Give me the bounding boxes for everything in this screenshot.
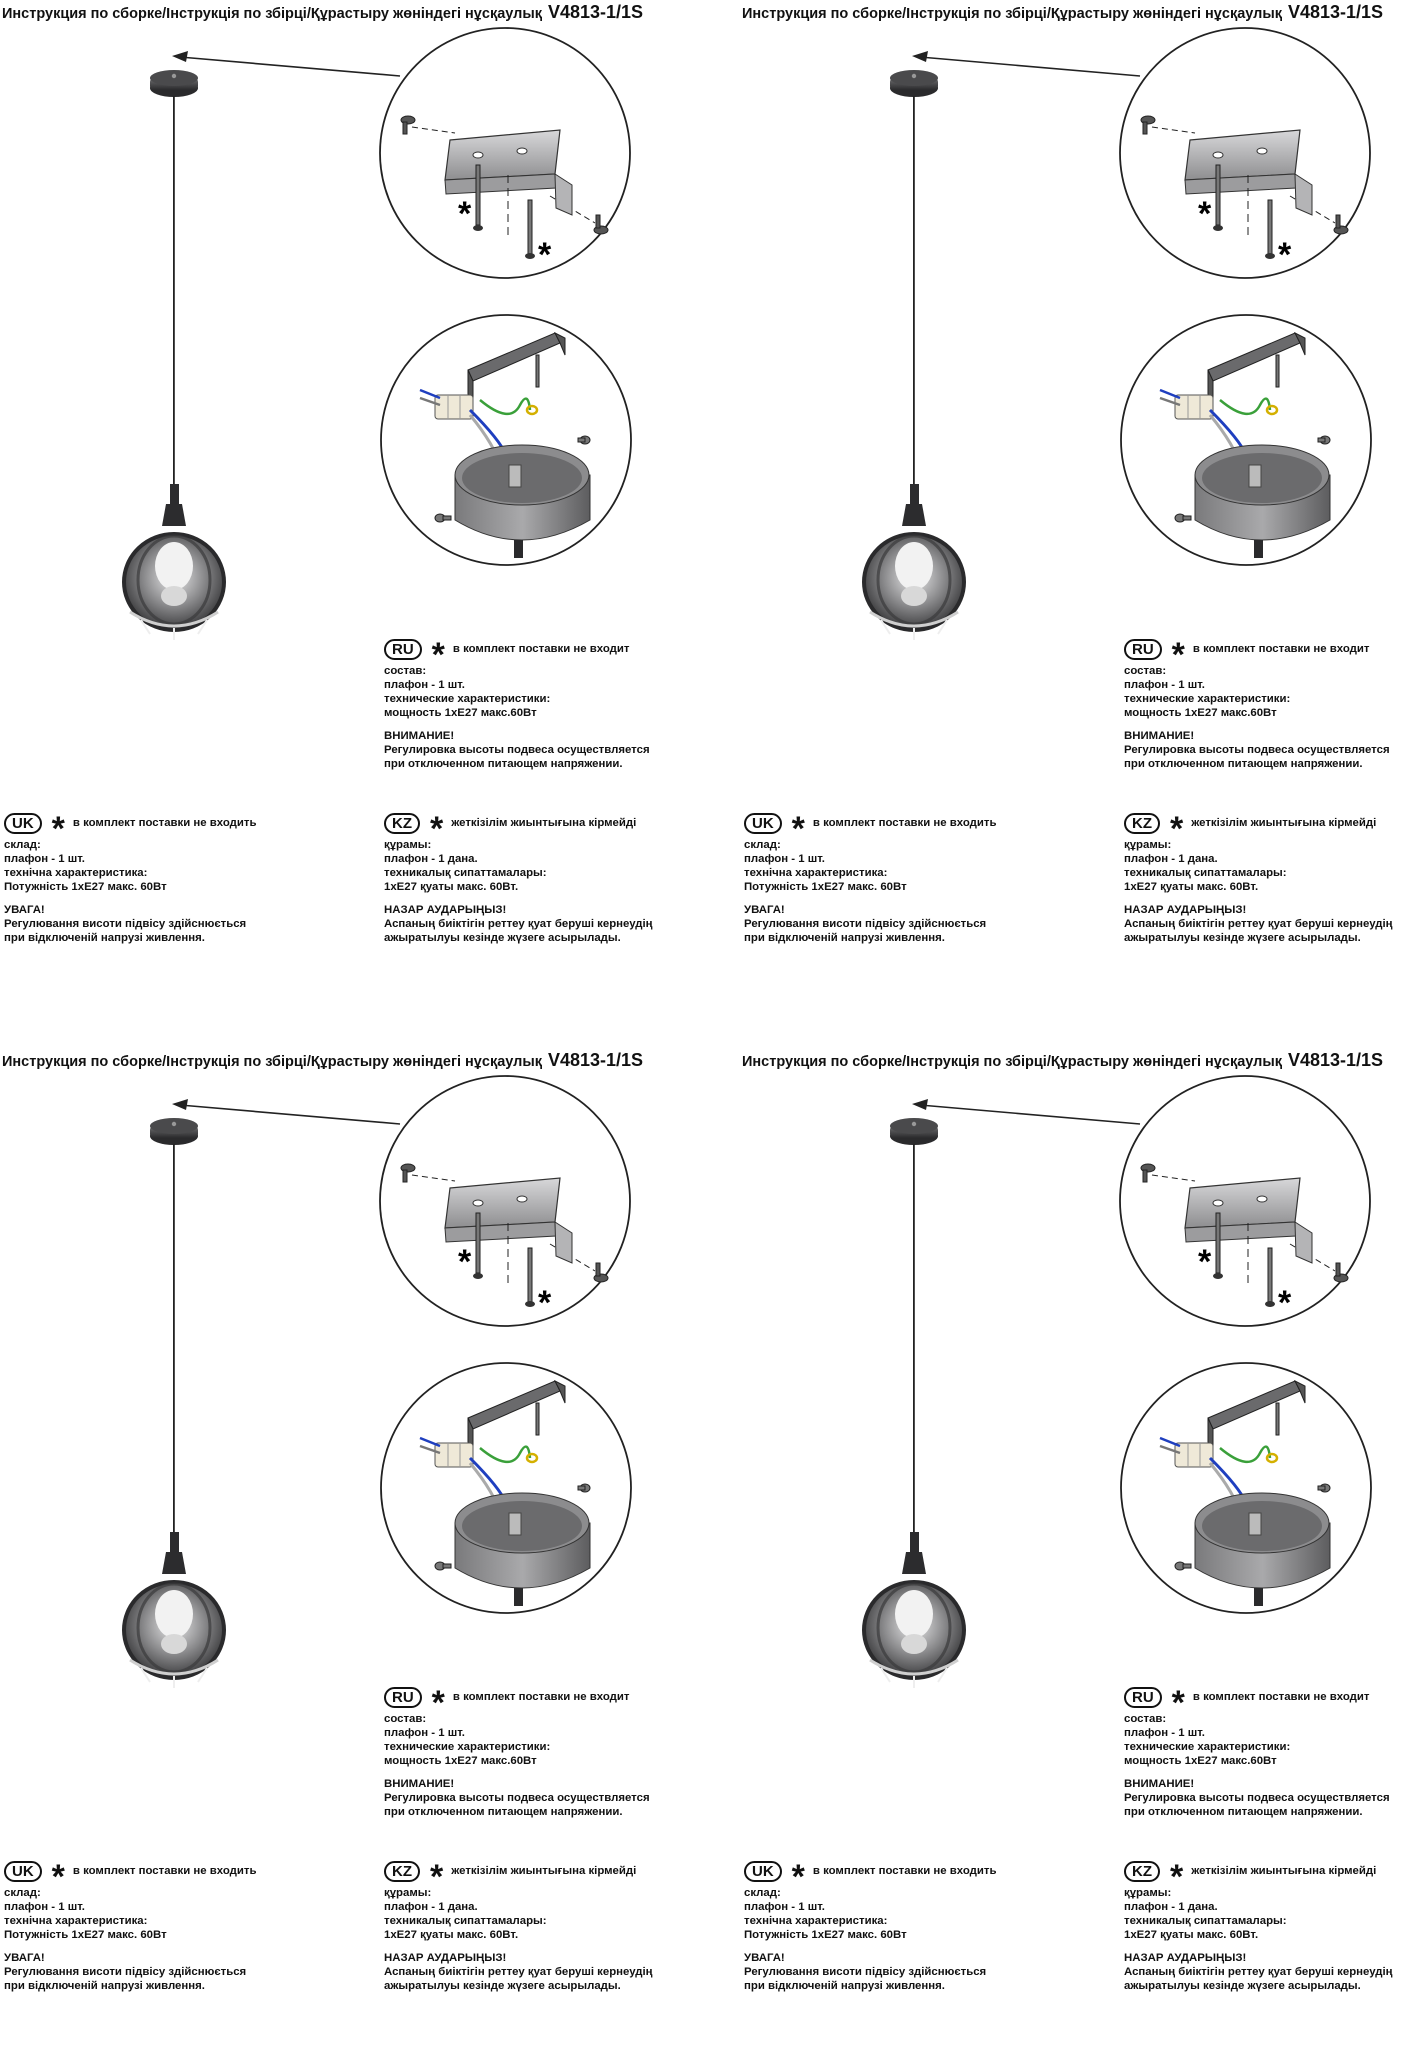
kz-line: құрамы: [1124, 839, 1172, 851]
kz-line: ажыратылуы кезінде жүзеге асырылады. [1124, 932, 1361, 944]
uk-warning-title: УВАГА! [744, 1952, 785, 1964]
kz-line: құрамы: [384, 839, 432, 851]
uk-line: Регулювання висоти підвісу здійснюється [744, 1966, 987, 1978]
uk-line: склад: [744, 1887, 781, 1899]
kz-line: 1хЕ27 қуаты макс. 60Вт. [1124, 881, 1259, 893]
asterisk-icon: * [1170, 810, 1184, 848]
ru-line: плафон - 1 шт. [384, 679, 465, 691]
kz-line: плафон - 1 дана. [1124, 1901, 1218, 1913]
ru-line: Регулировка высоты подвеса осуществляется [1124, 744, 1390, 756]
asterisk-icon: * [1171, 1684, 1185, 1722]
kz-not-included-note: жеткізілім жиынтығына кірмейді [1191, 1865, 1377, 1877]
ru-line: технические характеристики: [384, 693, 551, 705]
pendant-lamp-drawing [124, 1118, 224, 1688]
kz-line: плафон - 1 дана. [1124, 853, 1218, 865]
kz-warning-title: НАЗАР АУДАРЫҢЫЗ! [384, 904, 507, 916]
ru-not-included-note: в комплект поставки не входит [1192, 643, 1370, 655]
kz-line: техникалық сипаттамалары: [1124, 1915, 1287, 1927]
ru-line: мощность 1хЕ27 макс.60Вт [384, 1755, 537, 1767]
uk-warning-title: УВАГА! [4, 904, 45, 916]
kz-not-included-note: жеткізілім жиынтығына кірмейді [451, 817, 637, 829]
instruction-sheet-bottom-right [740, 1048, 1427, 2048]
kz-section [384, 810, 653, 945]
uk-not-included-note: в комплект поставки не входить [72, 817, 257, 829]
ru-line: плафон - 1 шт. [384, 1727, 465, 1739]
kz-line: техникалық сипаттамалары: [384, 867, 547, 879]
uk-line: Потужність 1хЕ27 макс. 60Вт [744, 881, 907, 893]
uk-not-included-note: в комплект поставки не входить [812, 1865, 997, 1877]
kz-line: құрамы: [384, 1887, 432, 1899]
ru-badge: RU [1124, 639, 1162, 660]
instruction-sheet-bottom-left [0, 1048, 740, 2048]
kz-badge: KZ [384, 813, 420, 834]
model-number: V4813-1/1S [1287, 2, 1384, 22]
page-title: Инструкция по сборке/Інструкція по збірці/Құрастыру жөніндегі нұсқаулық V4813-1/1S [742, 2, 1384, 22]
kz-line: Аспаның биіктігін реттеу қуат беруші кернеудің [384, 918, 653, 930]
ru-line: Регулировка высоты подвеса осуществляется [384, 1792, 650, 1804]
arrow-pointer-icon [172, 51, 400, 76]
ru-line: состав: [1124, 1713, 1167, 1725]
arrow-pointer-icon [912, 1099, 1140, 1124]
uk-not-included-note: в комплект поставки не входить [72, 1865, 257, 1877]
kz-line: ажыратылуы кезінде жүзеге асырылады. [384, 1980, 621, 1992]
not-included-asterisk: * [1198, 195, 1212, 233]
uk-line: технічна характеристика: [4, 867, 148, 879]
kz-line: құрамы: [1124, 1887, 1172, 1899]
arrow-pointer-icon [172, 1099, 400, 1124]
uk-line: плафон - 1 шт. [744, 853, 825, 865]
asterisk-icon: * [431, 636, 445, 674]
uk-warning-title: УВАГА! [4, 1952, 45, 1964]
uk-line: Регулювання висоти підвісу здійснюється [744, 918, 987, 930]
asterisk-icon: * [791, 810, 805, 848]
page-title: Инструкция по сборке/Інструкція по збірці/Құрастыру жөніндегі нұсқаулық V4813-1/1S [742, 1050, 1384, 1070]
not-included-asterisk: * [458, 1243, 472, 1281]
not-included-asterisk: * [458, 195, 472, 233]
kz-line: техникалық сипаттамалары: [384, 1915, 547, 1927]
asterisk-icon: * [791, 1858, 805, 1896]
ru-line: состав: [384, 1713, 427, 1725]
uk-line: технічна характеристика: [744, 867, 888, 879]
not-included-asterisk: * [1278, 1284, 1292, 1322]
kz-section [1124, 810, 1393, 945]
ru-warning-title: ВНИМАНИЕ! [384, 1778, 455, 1790]
kz-warning-title: НАЗАР АУДАРЫҢЫЗ! [384, 1952, 507, 1964]
uk-badge: UK [4, 1861, 42, 1882]
asterisk-icon: * [430, 810, 444, 848]
kz-line: Аспаның биіктігін реттеу қуат беруші кернеудің [1124, 1966, 1393, 1978]
asterisk-icon: * [1170, 1858, 1184, 1896]
kz-section [384, 1858, 653, 1993]
uk-badge: UK [744, 813, 782, 834]
model-number: V4813-1/1S [547, 1050, 644, 1070]
ru-line: технические характеристики: [1124, 693, 1291, 705]
ru-line: состав: [1124, 665, 1167, 677]
kz-warning-title: НАЗАР АУДАРЫҢЫЗ! [1124, 904, 1247, 916]
instruction-sheet-top-left [0, 0, 740, 1000]
kz-section [1124, 1858, 1393, 1993]
page-title: Инструкция по сборке/Інструкція по збірці/Құрастыру жөніндегі нұсқаулық V4813-1/1S [2, 1050, 644, 1070]
ru-badge: RU [384, 1687, 422, 1708]
uk-section [744, 1858, 996, 1993]
ru-section [384, 636, 650, 771]
pendant-lamp-drawing [864, 70, 964, 640]
ru-warning-title: ВНИМАНИЕ! [1124, 730, 1195, 742]
kz-line: плафон - 1 дана. [384, 1901, 478, 1913]
uk-badge: UK [4, 813, 42, 834]
uk-warning-title: УВАГА! [744, 904, 785, 916]
ru-badge: RU [1124, 1687, 1162, 1708]
asterisk-icon: * [51, 810, 65, 848]
ru-not-included-note: в комплект поставки не входит [1192, 1691, 1370, 1703]
uk-line: технічна характеристика: [744, 1915, 888, 1927]
pendant-lamp-drawing [124, 70, 224, 640]
uk-line: плафон - 1 шт. [744, 1901, 825, 1913]
page-title: Инструкция по сборке/Інструкція по збірці/Құрастыру жөніндегі нұсқаулық V4813-1/1S [2, 2, 644, 22]
bracket-detail-circle [380, 1076, 630, 1326]
uk-section [744, 810, 996, 945]
ru-line: мощность 1хЕ27 макс.60Вт [1124, 707, 1277, 719]
not-included-asterisk: * [538, 1284, 552, 1322]
uk-badge: UK [744, 1861, 782, 1882]
ru-not-included-note: в комплект поставки не входит [452, 643, 630, 655]
ru-section [1124, 1684, 1390, 1819]
kz-not-included-note: жеткізілім жиынтығына кірмейді [1191, 817, 1377, 829]
kz-not-included-note: жеткізілім жиынтығына кірмейді [451, 1865, 637, 1877]
ru-warning-title: ВНИМАНИЕ! [1124, 1778, 1195, 1790]
ru-line: при отключенном питающем напряжении. [1124, 1806, 1363, 1818]
uk-line: Потужність 1хЕ27 макс. 60Вт [744, 1929, 907, 1941]
wiring-detail-circle [381, 1363, 631, 1613]
kz-badge: KZ [1124, 1861, 1160, 1882]
ru-line: технические характеристики: [384, 1741, 551, 1753]
kz-badge: KZ [1124, 813, 1160, 834]
asterisk-icon: * [51, 1858, 65, 1896]
ru-line: при отключенном питающем напряжении. [384, 1806, 623, 1818]
ru-section [384, 1684, 650, 1819]
ru-section [1124, 636, 1390, 771]
kz-line: Аспаның биіктігін реттеу қуат беруші кернеудің [1124, 918, 1393, 930]
ru-line: мощность 1хЕ27 макс.60Вт [384, 707, 537, 719]
not-included-asterisk: * [538, 236, 552, 274]
kz-warning-title: НАЗАР АУДАРЫҢЫЗ! [1124, 1952, 1247, 1964]
bracket-detail-circle [380, 28, 630, 278]
wiring-detail-circle [1121, 315, 1371, 565]
kz-line: 1хЕ27 қуаты макс. 60Вт. [1124, 1929, 1259, 1941]
uk-line: Регулювання висоти підвісу здійснюється [4, 1966, 247, 1978]
kz-line: ажыратылуы кезінде жүзеге асырылады. [384, 932, 621, 944]
uk-line: склад: [4, 1887, 41, 1899]
model-number: V4813-1/1S [547, 2, 644, 22]
uk-line: технічна характеристика: [4, 1915, 148, 1927]
uk-section [4, 810, 256, 945]
uk-section [4, 1858, 256, 1993]
wiring-detail-circle [1121, 1363, 1371, 1613]
ru-line: при отключенном питающем напряжении. [1124, 758, 1363, 770]
kz-badge: KZ [384, 1861, 420, 1882]
uk-line: склад: [744, 839, 781, 851]
model-number: V4813-1/1S [1287, 1050, 1384, 1070]
uk-line: при відключеній напрузі живлення. [4, 1980, 205, 1992]
uk-not-included-note: в комплект поставки не входить [812, 817, 997, 829]
uk-line: Потужність 1хЕ27 макс. 60Вт [4, 1929, 167, 1941]
arrow-pointer-icon [912, 51, 1140, 76]
not-included-asterisk: * [1278, 236, 1292, 274]
not-included-asterisk: * [1198, 1243, 1212, 1281]
ru-line: Регулировка высоты подвеса осуществляется [384, 744, 650, 756]
uk-line: при відключеній напрузі живлення. [4, 932, 205, 944]
asterisk-icon: * [431, 1684, 445, 1722]
ru-warning-title: ВНИМАНИЕ! [384, 730, 455, 742]
instruction-sheet-top-right [740, 0, 1427, 1000]
pendant-lamp-drawing [864, 1118, 964, 1688]
bracket-detail-circle [1120, 28, 1370, 278]
kz-line: 1хЕ27 қуаты макс. 60Вт. [384, 1929, 519, 1941]
uk-line: при відключеній напрузі живлення. [744, 1980, 945, 1992]
uk-line: при відключеній напрузі живлення. [744, 932, 945, 944]
ru-line: мощность 1хЕ27 макс.60Вт [1124, 1755, 1277, 1767]
ru-line: состав: [384, 665, 427, 677]
kz-line: 1хЕ27 қуаты макс. 60Вт. [384, 881, 519, 893]
uk-line: Регулювання висоти підвісу здійснюється [4, 918, 247, 930]
ru-line: технические характеристики: [1124, 1741, 1291, 1753]
kz-line: Аспаның биіктігін реттеу қуат беруші кернеудің [384, 1966, 653, 1978]
wiring-detail-circle [381, 315, 631, 565]
uk-line: Потужність 1хЕ27 макс. 60Вт [4, 881, 167, 893]
uk-line: плафон - 1 шт. [4, 853, 85, 865]
bracket-detail-circle [1120, 1076, 1370, 1326]
kz-line: ажыратылуы кезінде жүзеге асырылады. [1124, 1980, 1361, 1992]
ru-not-included-note: в комплект поставки не входит [452, 1691, 630, 1703]
asterisk-icon: * [430, 1858, 444, 1896]
kz-line: техникалық сипаттамалары: [1124, 867, 1287, 879]
ru-line: плафон - 1 шт. [1124, 1727, 1205, 1739]
ru-line: Регулировка высоты подвеса осуществляется [1124, 1792, 1390, 1804]
ru-badge: RU [384, 639, 422, 660]
uk-line: склад: [4, 839, 41, 851]
asterisk-icon: * [1171, 636, 1185, 674]
ru-line: плафон - 1 шт. [1124, 679, 1205, 691]
ru-line: при отключенном питающем напряжении. [384, 758, 623, 770]
uk-line: плафон - 1 шт. [4, 1901, 85, 1913]
kz-line: плафон - 1 дана. [384, 853, 478, 865]
